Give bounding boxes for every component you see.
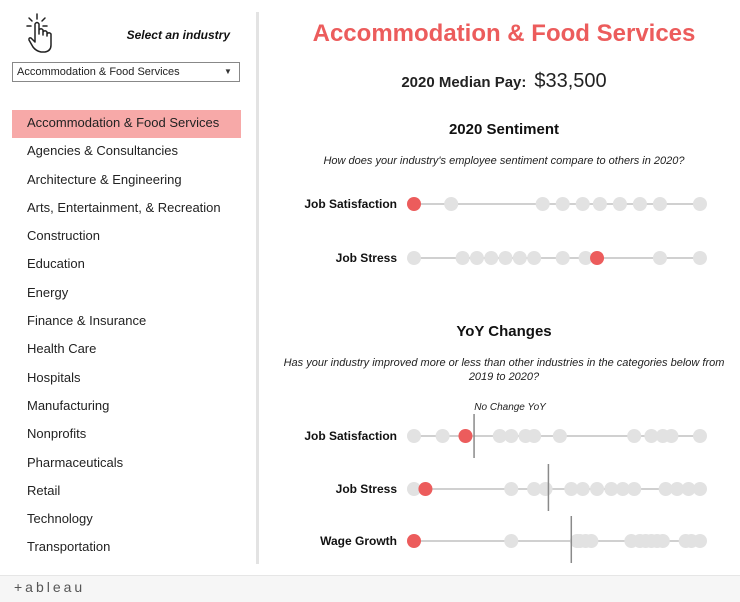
industry-dot[interactable]	[499, 251, 513, 265]
sentiment-title: 2020 Sentiment	[448, 121, 560, 138]
selected-industry-dot[interactable]	[458, 429, 472, 443]
yoy-title: YoY Changes	[456, 323, 552, 340]
series-label: Wage Growth	[320, 534, 397, 548]
industry-dot[interactable]	[584, 534, 598, 548]
industry-dot[interactable]	[444, 197, 458, 211]
industry-item[interactable]: Agencies & Consultancies	[27, 143, 179, 159]
industry-dot[interactable]	[407, 251, 421, 265]
industry-item[interactable]: Education	[27, 256, 85, 272]
industry-dot[interactable]	[436, 429, 450, 443]
industry-dot[interactable]	[553, 429, 567, 443]
reference-label: No Change YoY	[474, 402, 546, 413]
sentiment-question: How does your industry's employee sentiment compare to others in 2020?	[323, 155, 685, 167]
industry-dot[interactable]	[653, 251, 667, 265]
industry-item[interactable]: Accommodation & Food Services	[12, 110, 241, 138]
industry-item[interactable]: Retail	[27, 482, 61, 498]
industry-dot[interactable]	[693, 482, 707, 496]
industry-dot[interactable]	[513, 251, 527, 265]
industry-dot[interactable]	[613, 197, 627, 211]
industry-dot[interactable]	[539, 482, 553, 496]
industry-dot[interactable]	[527, 429, 541, 443]
industry-dot[interactable]	[556, 251, 570, 265]
selected-industry-dot[interactable]	[590, 251, 604, 265]
industry-item[interactable]: Architecture & Engineering	[27, 171, 182, 187]
industry-dot[interactable]	[590, 482, 604, 496]
industry-dot[interactable]	[504, 429, 518, 443]
industry-dot[interactable]	[504, 482, 518, 496]
industry-dot[interactable]	[653, 197, 667, 211]
industry-item[interactable]: Construction	[27, 228, 100, 244]
dropdown-arrow-icon[interactable]: ▼	[224, 67, 232, 76]
industry-dot[interactable]	[504, 534, 518, 548]
industry-dot[interactable]	[470, 251, 484, 265]
industry-dot[interactable]	[527, 251, 541, 265]
industry-dot[interactable]	[633, 197, 647, 211]
industry-dot[interactable]	[656, 534, 670, 548]
industry-dot[interactable]	[484, 251, 498, 265]
industry-dot[interactable]	[693, 251, 707, 265]
series-label: Job Stress	[335, 482, 397, 496]
industry-dot[interactable]	[627, 429, 641, 443]
industry-dot[interactable]	[693, 429, 707, 443]
industry-item[interactable]: Nonprofits	[27, 426, 87, 442]
industry-item[interactable]: Health Care	[27, 341, 97, 357]
industry-dot[interactable]	[576, 197, 590, 211]
series-label: Job Stress	[335, 251, 397, 265]
industry-item[interactable]: Pharmaceuticals	[27, 454, 124, 470]
page-title: Accommodation & Food Services	[312, 20, 696, 47]
industry-dot[interactable]	[456, 251, 470, 265]
industry-dot[interactable]	[693, 534, 707, 548]
industry-item[interactable]: Technology	[27, 511, 93, 527]
industry-dot[interactable]	[693, 197, 707, 211]
industry-dot[interactable]	[556, 197, 570, 211]
industry-dot[interactable]	[627, 482, 641, 496]
series-label: Job Satisfaction	[304, 197, 397, 211]
select-industry-label: Select an industry	[126, 28, 230, 42]
yoy-question: Has your industry improved more or less than other industries in the categories below from 2019 to 2020?	[283, 357, 725, 383]
median-pay-value: $33,500	[534, 70, 607, 92]
industry-dot[interactable]	[664, 429, 678, 443]
series-label: Job Satisfaction	[304, 429, 397, 443]
industry-dropdown[interactable]: Accommodation & Food Services	[12, 62, 240, 82]
industry-item[interactable]: Finance & Insurance	[27, 313, 147, 329]
industry-dot[interactable]	[407, 429, 421, 443]
industry-dot[interactable]	[536, 197, 550, 211]
industry-item[interactable]: Transportation	[27, 539, 111, 555]
industry-dot[interactable]	[593, 197, 607, 211]
selected-industry-dot[interactable]	[418, 482, 432, 496]
selected-industry-dot[interactable]	[407, 534, 421, 548]
footer-bar	[0, 575, 740, 602]
selected-industry-dot[interactable]	[407, 197, 421, 211]
median-pay-label: 2020 Median Pay:	[401, 74, 527, 91]
industry-item[interactable]: Arts, Entertainment, & Recreation	[27, 199, 221, 215]
industry-item[interactable]: Hospitals	[27, 369, 81, 385]
industry-dot[interactable]	[576, 482, 590, 496]
industry-item[interactable]: Manufacturing	[27, 397, 110, 413]
tableau-logo[interactable]: +ableau	[14, 579, 86, 595]
industry-item[interactable]: Energy	[27, 284, 69, 300]
